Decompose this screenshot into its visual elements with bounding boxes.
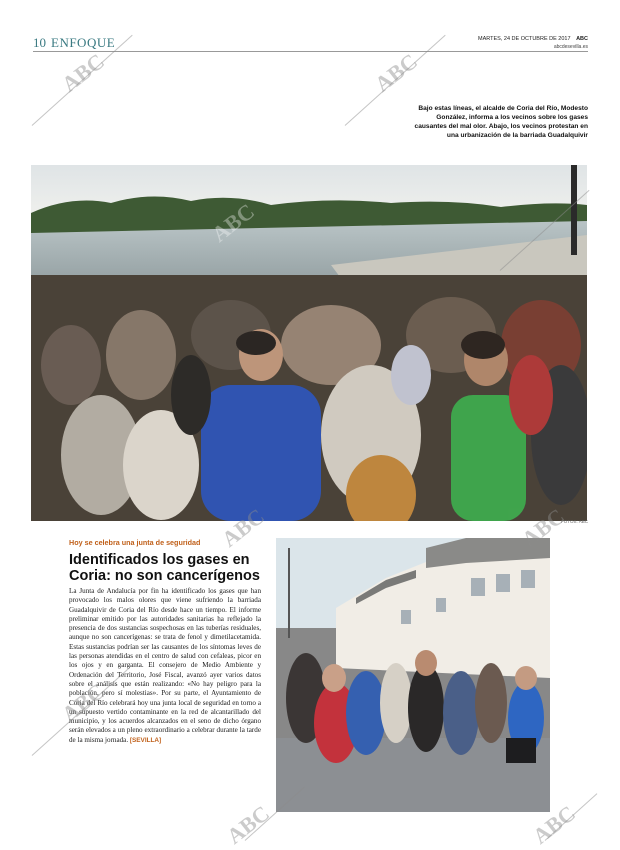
article-body-text: La Junta de Andalucía por fin ha identificado los gases que han provocado los malos olores que viene sufriendo la barriada Guadalquivir de Coria del Río desde hace un tiempo. El informe preliminar emitido por las autoridades sanitarias ha reflejado la presencia de dos sustancias sospechosas en las tuberías residuales, aunque no son cancerígenas: se trata de fenol y dimetilacetamida. Estas sustancias podrían ser las causantes de los síntomas leves de las personas atendidas en el centro de salud con cefaleas, picor en los ojos y en garganta. El consejero de Medio Ambiente y Ordenación del Territorio, José Fiscal, avanzó ayer varios datos sobre el análisis que están realizando: «No hay peligro para la población, pero sí molestias». Por su parte, el Ayuntamiento de Coria del Río celebrará hoy una junta local de seguridad en torno a un supuesto vertido contaminante en la red de alcantarillado del municipio, y los acuerdos alcanzados en el seno de dicho órgano serán elevados a un pleno extraordinario a celebrar durante la tarde de la misma jornada. xyxy=(69,587,261,744)
issue-date: MARTES, 24 DE OCTUBRE DE 2017 xyxy=(478,36,571,42)
website: abcdesevilla.es xyxy=(553,44,588,50)
watermark-line xyxy=(500,190,590,271)
dateline xyxy=(478,36,588,50)
photo-caption: Bajo estas líneas, el alcalde de Coria del Río, Modesto González, informa a los vecinos sobre los gases causantes del mal olor. Abajo, los vecinos protestan en una urbanización de la barriada Guadalquivir xyxy=(414,105,588,139)
watermark-3 xyxy=(200,190,310,290)
watermark-text: ABC xyxy=(206,198,259,247)
publication-name: ABC xyxy=(576,36,588,42)
watermark-6 xyxy=(500,495,610,595)
article-headline: Identificados los gases en Coria: no son cancerígenos xyxy=(69,552,260,584)
watermark-4 xyxy=(500,180,610,280)
watermark-8 xyxy=(215,790,325,849)
watermark-5 xyxy=(210,495,320,595)
article-kicker: Hoy se celebra una junta de seguridad xyxy=(69,538,201,547)
watermark-text: ABC xyxy=(221,800,274,849)
watermark-text: ABC xyxy=(516,503,569,552)
location-tag: [SEVILLA] xyxy=(129,736,162,744)
watermark-7 xyxy=(32,660,142,760)
watermark-1 xyxy=(32,30,142,130)
watermark-text: ABC xyxy=(56,678,109,727)
watermark-9 xyxy=(525,790,615,849)
watermark-text: ABC xyxy=(369,48,422,97)
photo-credit: FOTOS: ABC xyxy=(561,519,588,524)
watermark-text: ABC xyxy=(527,800,580,849)
watermark-text: ABC xyxy=(56,48,109,97)
location-tag-text: SEVILLA xyxy=(132,736,160,744)
page-number: 10 xyxy=(33,35,46,50)
section-title: ENFOQUE xyxy=(51,35,116,50)
watermark-text: ABC xyxy=(216,503,269,552)
watermark-2 xyxy=(345,30,455,130)
